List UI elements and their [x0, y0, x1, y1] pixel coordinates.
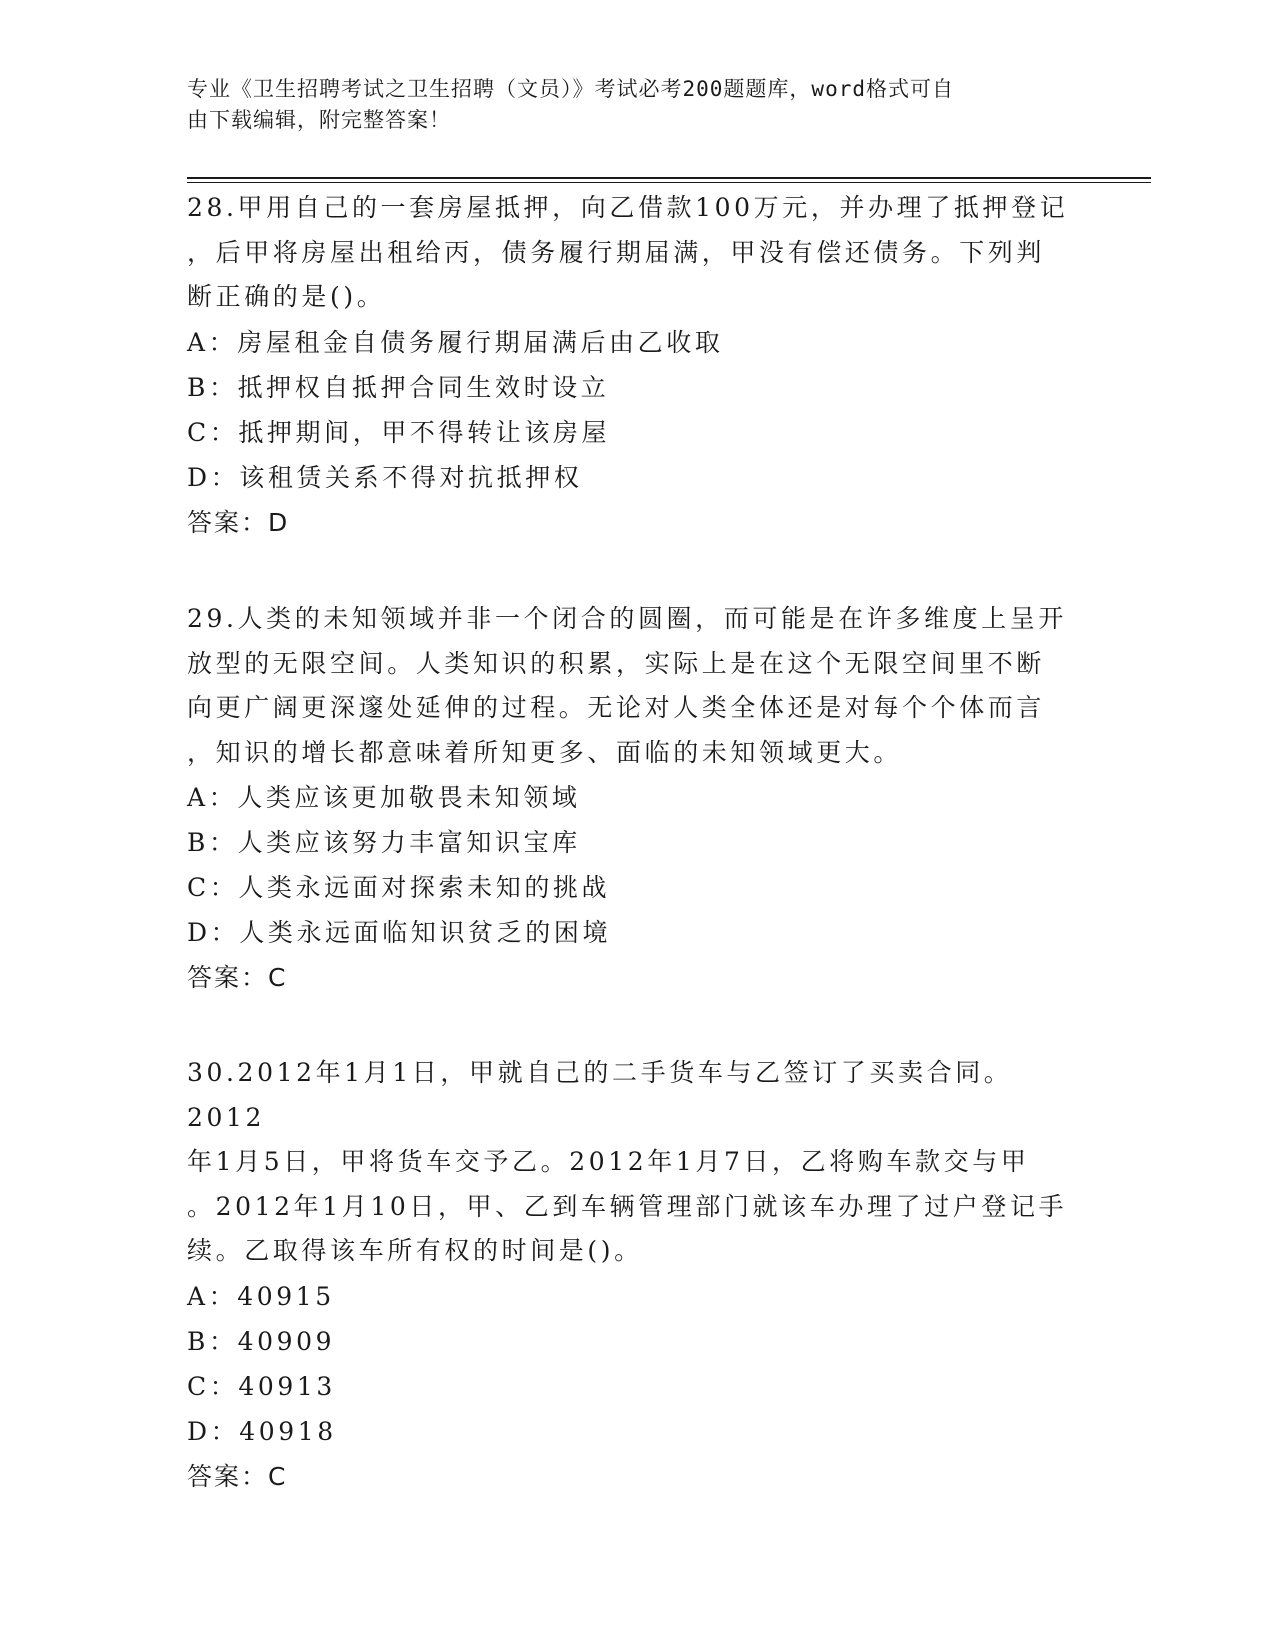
answer-line: 答案：C: [187, 963, 288, 992]
question-text-line: 向更广阔更深邃处延伸的过程。无论对人类全体还是对每个个体而言: [187, 693, 1046, 722]
header-divider-thick: [187, 177, 1151, 179]
question-text-line: 29.人类的未知领域并非一个闭合的圆圈，而可能是在许多维度上呈开: [187, 604, 1067, 633]
header-line-2: 由下载编辑，附完整答案！: [187, 108, 451, 132]
option-b: B：人类应该努力丰富知识宝库: [187, 828, 581, 857]
question-text-line: ，后甲将房屋出租给丙，债务履行期届满，甲没有偿还债务。下列判: [187, 237, 1046, 267]
option-c: C：人类永远面对探索未知的挑战: [187, 873, 611, 902]
option-b: B：抵押权自抵押合同生效时设立: [187, 372, 610, 402]
option-c: C：抵押期间，甲不得转让该房屋: [187, 417, 611, 447]
option-d: D：40918: [187, 1416, 337, 1446]
answer-line: 答案：C: [187, 1461, 288, 1491]
option-a: A：房屋租金自债务履行期届满后由乙收取: [187, 327, 724, 357]
option-b: B：40909: [187, 1326, 336, 1356]
option-d: D：该租赁关系不得对抗抵押权: [187, 462, 583, 492]
question-28: [187, 186, 1087, 545]
question-text-line: 28.甲用自己的一套房屋抵押，向乙借款100万元，并办理了抵押登记: [187, 193, 1069, 222]
question-text-line: 断正确的是()。: [187, 282, 386, 311]
question-30: [187, 1051, 1087, 1499]
option-d: D：人类永远面临知识贫乏的困境: [187, 918, 612, 947]
document-header: [187, 74, 1067, 136]
question-text-line: ，知识的增长都意味着所知更多、面临的未知领域更大。: [187, 737, 903, 767]
question-text-line: 放型的无限空间。人类知识的积累，实际上是在这个无限空间里不断: [187, 648, 1046, 678]
option-a: A：40915: [187, 1281, 335, 1311]
header-line-1: 专业《卫生招聘考试之卫生招聘（文员）》考试必考200题题库，word格式可自: [187, 77, 954, 101]
question-29: [187, 597, 1087, 1000]
question-text-line: 续。乙取得该车所有权的时间是()。: [187, 1236, 643, 1265]
option-a: A：人类应该更加敬畏未知领域: [187, 783, 581, 812]
header-divider-thin: [187, 182, 1151, 183]
question-text-line: 年1月5日，甲将货车交予乙。2012年1月7日，乙将购车款交与甲: [187, 1147, 1030, 1176]
answer-line: 答案：D: [187, 507, 290, 537]
question-text-line: 。2012年1月10日，甲、乙到车辆管理部门就该车办理了过户登记手: [187, 1191, 1068, 1221]
question-text-line: 30.2012年1月1日，甲就自己的二手货车与乙签订了买卖合同。2012: [187, 1058, 1013, 1132]
option-c: C：40913: [187, 1371, 336, 1401]
